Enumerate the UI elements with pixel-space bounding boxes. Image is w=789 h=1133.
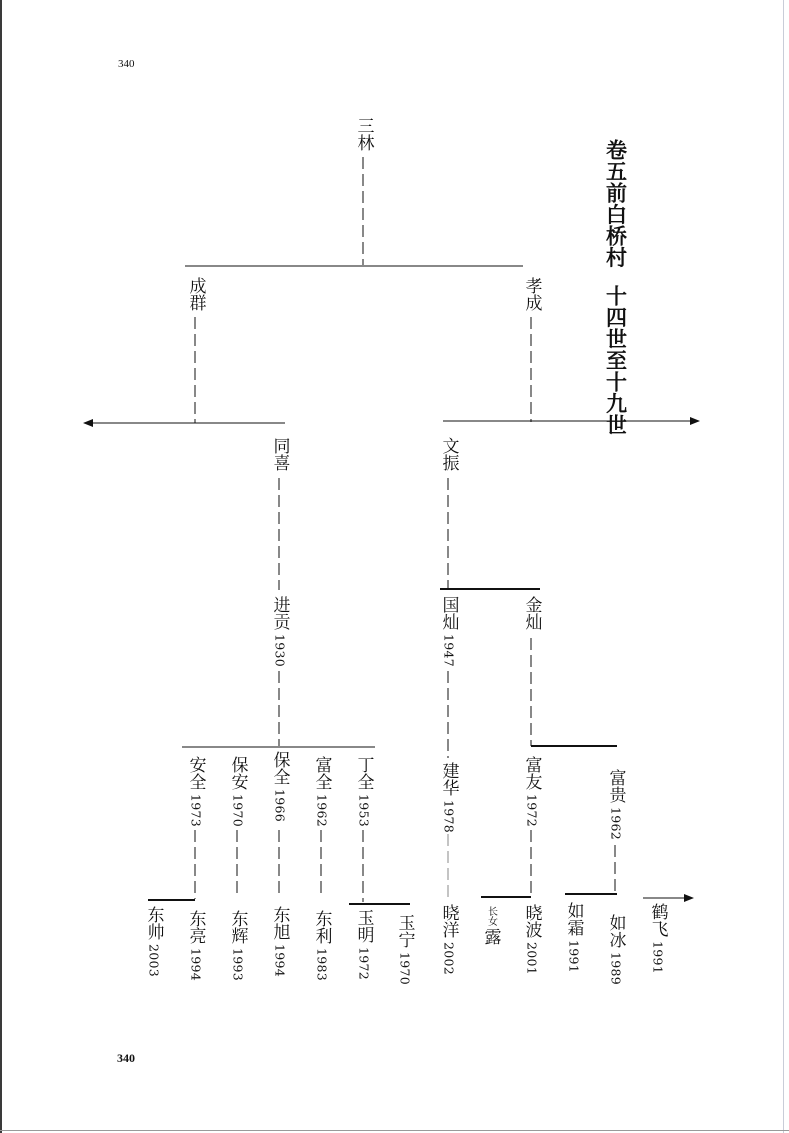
person-yuning [396,914,413,985]
person-fugui [607,769,624,840]
person-name: 晓洋 [438,904,459,938]
person-chengqun [187,277,204,311]
birth-year: 2002 [441,942,457,976]
person-name: 进贡 [269,596,290,630]
birth-year: 1994 [188,948,204,982]
birth-year: 1972 [356,947,372,981]
person-name: 建华 [438,762,459,796]
birth-year: 1994 [272,944,288,978]
birth-year: 2003 [146,944,162,978]
person-name: 国灿 [438,596,459,630]
person-name: 丁全 [353,756,374,790]
person-tongxi [271,437,288,471]
person-name: 三林 [353,117,374,151]
person-anquan [187,756,204,827]
birth-year: 1970 [230,794,246,828]
birth-year: 2001 [524,942,540,976]
birth-year: 1947 [441,634,457,668]
person-hefei [649,903,666,974]
birth-year: 1973 [188,794,204,828]
person-fuyou [523,756,540,827]
person-dingquan [355,756,372,827]
birth-year: 1962 [608,807,624,841]
birth-year: 1991 [566,940,582,974]
person-xiaocheng [523,277,540,311]
person-name: 东帅 [143,906,164,940]
birth-year: 1991 [650,941,666,975]
page-number-bottom: 340 [117,1051,135,1065]
person-rubing [607,914,624,985]
person-name: 成群 [185,277,206,311]
birth-year: 1953 [356,794,372,828]
person-name: 露 [480,928,501,945]
person-name: 东辉 [227,910,248,944]
person-name: 玉宁 [394,914,415,948]
person-guocan [440,596,457,667]
page-number-top: 340 [118,58,135,70]
person-wenzhen [440,437,457,471]
birth-year: 1983 [314,948,330,982]
person-name: 同喜 [269,437,290,471]
relation-note: 长女 [485,906,497,926]
person-xiaoyang [440,904,457,975]
person-rushuang [565,902,582,973]
person-dongxu [271,906,288,977]
title-generations: 十四世至十九世 [603,285,628,436]
person-sanlin [355,117,372,151]
birth-year: 1989 [608,952,624,986]
person-name: 富全 [311,756,332,790]
person-name: 东亮 [185,910,206,944]
person-name: 鹤飞 [647,903,668,937]
person-name: 如冰 [605,914,626,948]
person-name: 孝成 [521,277,542,311]
person-name: 保全 [269,751,290,785]
person-dongshuai [145,906,162,977]
person-dongliang [187,910,204,981]
person-donghui [229,910,246,981]
person-lu [482,906,499,945]
person-jingong [271,596,288,667]
birth-year: 1962 [314,794,330,828]
birth-year: 1970 [397,952,413,986]
person-jincan [523,596,540,630]
person-yuming [355,909,372,980]
person-baoquan [271,751,288,822]
person-baoan [229,756,246,827]
person-jianhua [440,762,457,833]
person-name: 富贵 [605,769,626,803]
person-name: 玉明 [353,909,374,943]
birth-year: 1993 [230,948,246,982]
person-name: 保安 [227,756,248,790]
person-xiaobo [523,904,540,975]
person-name: 东旭 [269,906,290,940]
person-name: 文振 [438,437,459,471]
person-fuquan [313,756,330,827]
person-dongli [313,910,330,981]
person-name: 安全 [185,756,206,790]
person-name: 晓波 [521,904,542,938]
birth-year: 1972 [524,794,540,828]
person-name: 金灿 [521,596,542,630]
birth-year: 1978 [441,800,457,834]
birth-year: 1930 [272,634,288,668]
person-name: 东利 [311,910,332,944]
person-name: 如霜 [563,902,584,936]
person-name: 富友 [521,756,542,790]
title-village: 卷五前白桥村 [603,139,628,268]
birth-year: 1966 [272,789,288,823]
